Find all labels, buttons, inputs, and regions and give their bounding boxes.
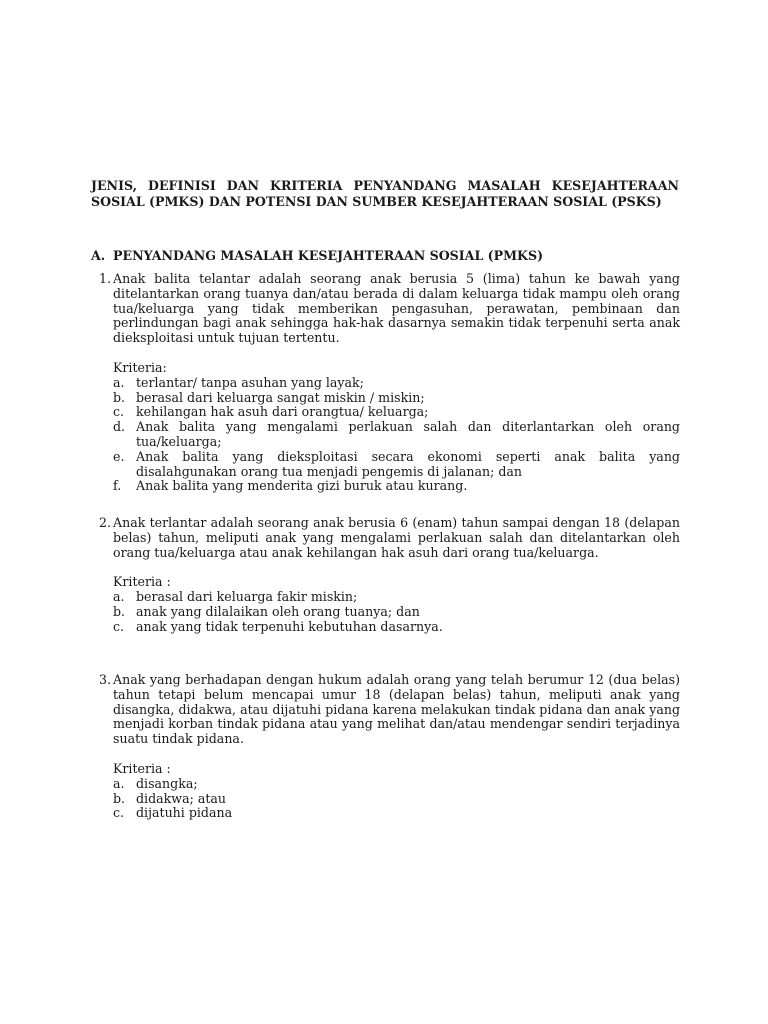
criteria-letter: c. bbox=[113, 404, 125, 420]
criteria-text: Anak balita yang dieksploitasi secara ekonomi seperti anak balita yang disalahgunakan orang tua menjadi pengemis di jalanan; dan bbox=[136, 448, 680, 479]
criteria-text: kehilangan hak asuh dari orangtua/ keluarga; bbox=[136, 404, 429, 420]
criteria-text: terlantar/ tanpa asuhan yang layak; bbox=[136, 374, 364, 390]
criteria-text: Anak balita yang mengalami perlakuan salah dan diterlantarkan oleh orang tua/keluarga; bbox=[136, 419, 680, 449]
criteria-letter: d. bbox=[113, 419, 126, 435]
criteria-item bbox=[113, 479, 680, 494]
criteria-letter: c. bbox=[113, 805, 125, 821]
criteria-item bbox=[113, 420, 680, 450]
criteria-item bbox=[113, 605, 680, 620]
criteria-item bbox=[113, 450, 680, 480]
criteria-text: berasal dari keluarga sangat miskin / miskin; bbox=[136, 389, 425, 405]
criteria-letter: a. bbox=[113, 374, 125, 390]
criteria-letter: c. bbox=[113, 618, 125, 634]
criteria-list bbox=[113, 376, 680, 494]
section-heading bbox=[91, 248, 691, 264]
kriteria-label: Kriteria : bbox=[113, 574, 171, 590]
criteria-text: anak yang tidak terpenuhi kebutuhan dasarnya. bbox=[136, 618, 443, 634]
criteria-item bbox=[113, 620, 680, 635]
criteria-letter: b. bbox=[113, 389, 126, 405]
item-definition: Anak balita telantar adalah seorang anak berusia 5 (lima) tahun ke bawah yang ditelantarkan orang tuanya dan/atau berada di dalam keluarga tidak mampu oleh orang tua/keluarga yang tidak memberikan pengasuhan, perawatan, pembinaan dan perlindungan bagi anak sehingga hak-hak dasarnya semakin tidak terpenuhi serta anak dieksploitasi untuk tujuan tertentu. bbox=[113, 271, 680, 346]
criteria-item bbox=[113, 405, 680, 420]
criteria-letter: b. bbox=[113, 790, 126, 806]
item-number: 2. bbox=[98, 515, 111, 530]
kriteria-label: Kriteria : bbox=[113, 760, 171, 776]
document-title: JENIS, DEFINISI DAN KRITERIA PENYANDANG MASALAH KESEJAHTERAAN SOSIAL (PMKS) DAN POTENSI DAN SUMBER KESEJAHTERAAN SOSIAL (PSKS) bbox=[91, 178, 679, 209]
list-item-3 bbox=[91, 673, 680, 821]
criteria-letter: b. bbox=[113, 603, 126, 619]
criteria-list bbox=[113, 777, 680, 821]
criteria-item bbox=[113, 777, 680, 792]
section-letter: A. bbox=[91, 248, 106, 263]
criteria-item bbox=[113, 376, 680, 391]
criteria-item bbox=[113, 806, 680, 821]
item-number: 1. bbox=[98, 271, 111, 286]
criteria-letter: f. bbox=[113, 478, 122, 494]
item-definition: Anak terlantar adalah seorang anak berusia 6 (enam) tahun sampai dengan 18 (delapan belas) tahun, meliputi anak yang mengalami perlakuan salah dan ditelantarkan oleh orang tua/keluarga atau anak kehilangan hak asuh dari orang tua/keluarga. bbox=[113, 515, 680, 560]
criteria-text: didakwa; atau bbox=[136, 790, 227, 806]
criteria-item bbox=[113, 792, 680, 807]
criteria-text: dijatuhi pidana bbox=[136, 805, 233, 821]
criteria-list bbox=[113, 590, 680, 634]
criteria-letter: a. bbox=[113, 589, 125, 605]
criteria-letter: e. bbox=[113, 448, 125, 464]
list-item-2 bbox=[91, 516, 680, 635]
criteria-text: Anak balita yang menderita gizi buruk atau kurang. bbox=[136, 478, 468, 494]
list-item-1 bbox=[91, 272, 680, 494]
section-heading-text: PENYANDANG MASALAH KESEJAHTERAAN SOSIAL (PMKS) bbox=[113, 248, 544, 263]
criteria-item bbox=[113, 590, 680, 605]
item-number: 3. bbox=[98, 672, 111, 687]
kriteria-label: Kriteria: bbox=[113, 359, 167, 375]
criteria-text: anak yang dilalaikan oleh orang tuanya; dan bbox=[136, 603, 420, 619]
criteria-letter: a. bbox=[113, 775, 125, 791]
criteria-text: disangka; bbox=[136, 775, 198, 791]
criteria-item bbox=[113, 391, 680, 406]
criteria-text: berasal dari keluarga fakir miskin; bbox=[136, 589, 358, 605]
item-definition: Anak yang berhadapan dengan hukum adalah orang yang telah berumur 12 (dua belas) tahun tetapi belum mencapai umur 18 (delapan belas) tahun, meliputi anak yang disangka, didakwa, atau dijatuhi pidana karena melakukan tindak pidana dan anak yang menjadi korban tindak pidana atau yang melihat dan/atau mendengar sendiri terjadinya suatu tindak pidana. bbox=[113, 672, 680, 747]
